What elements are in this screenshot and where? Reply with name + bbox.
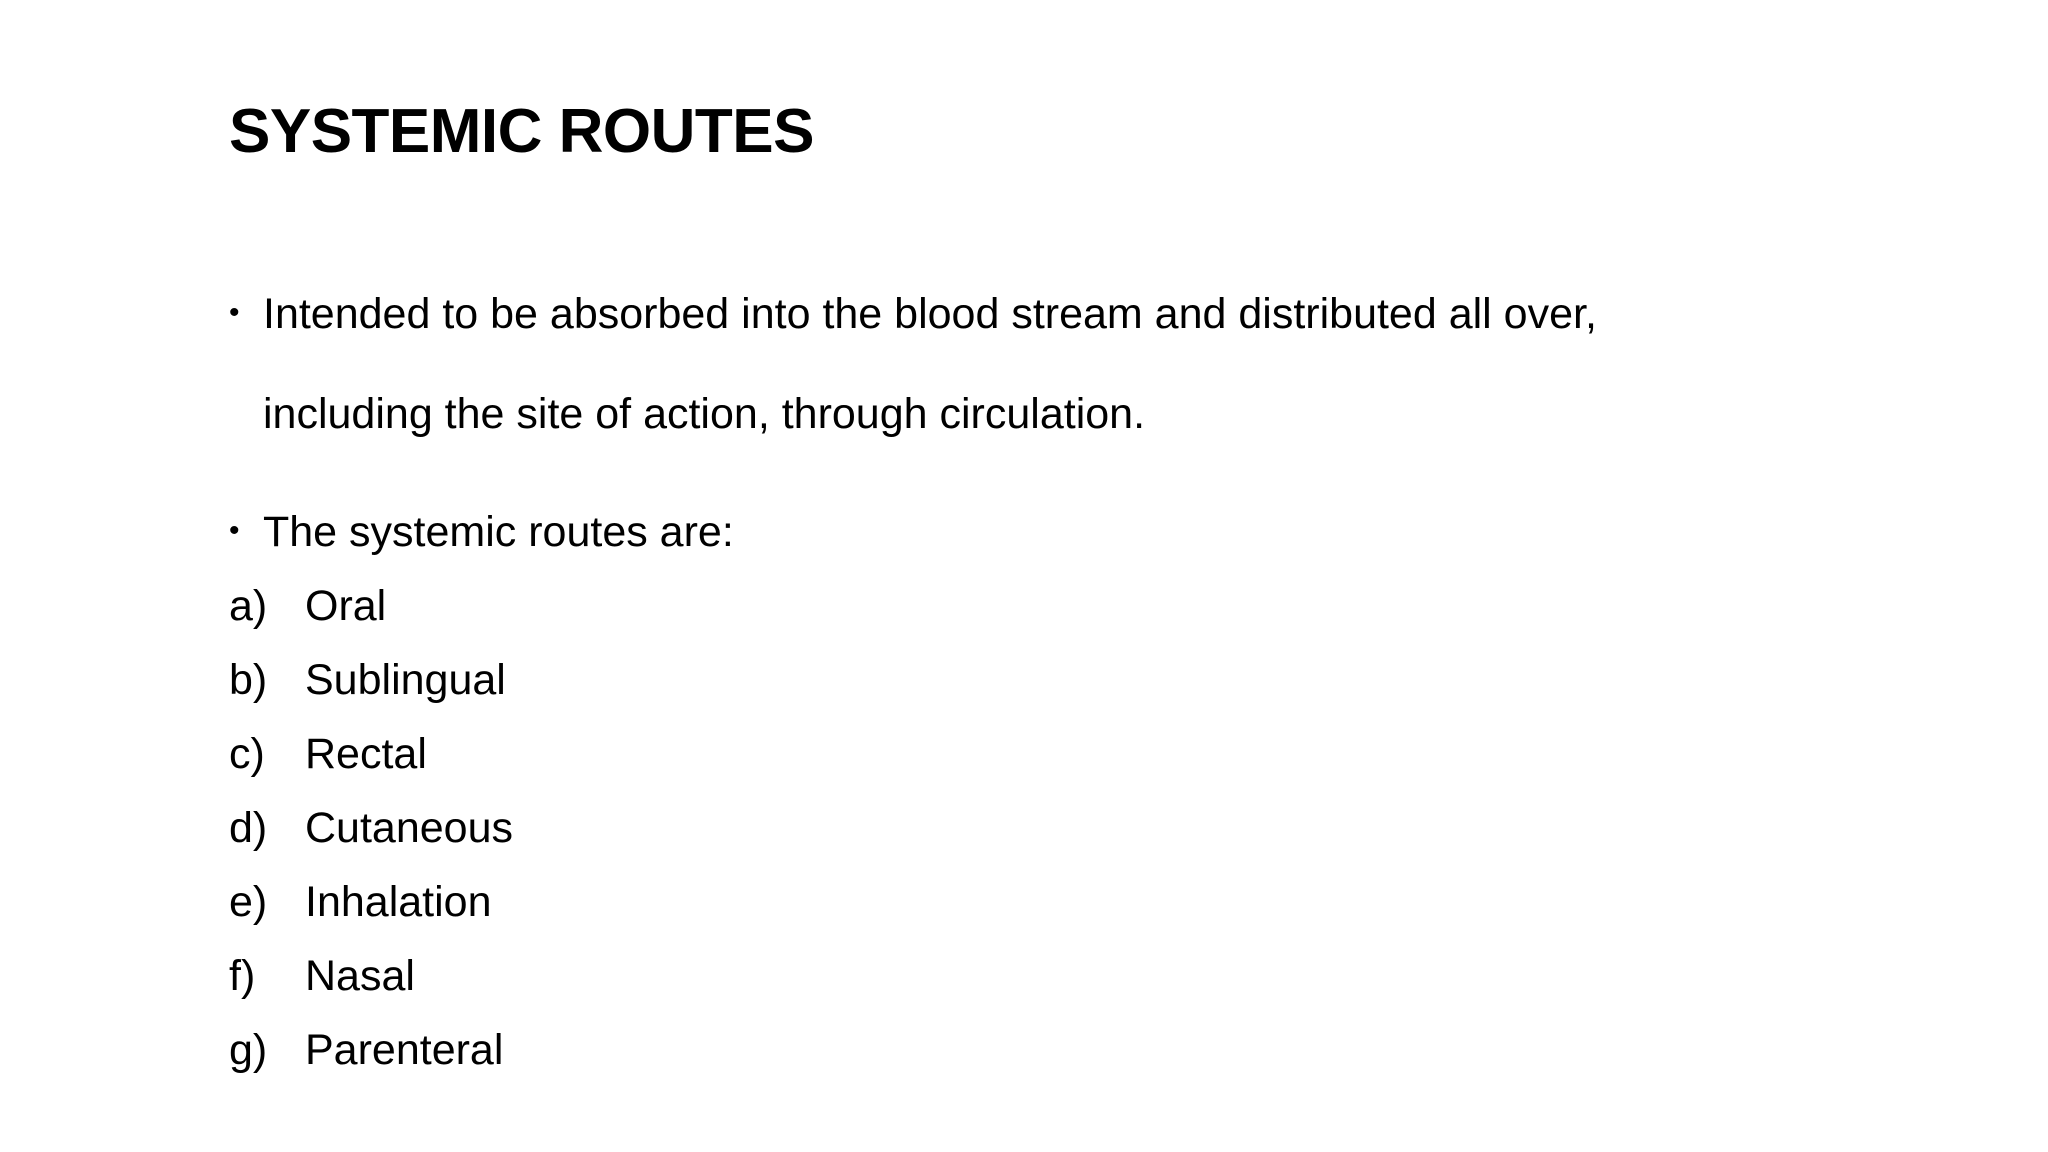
route-name: Cutaneous: [305, 804, 513, 852]
bullet-text-continued: including the site of action, through circulation.: [263, 390, 1146, 438]
route-letter: a): [229, 582, 268, 630]
route-letter: g): [229, 1026, 268, 1074]
route-letter: e): [229, 878, 268, 926]
route-name: Sublingual: [305, 656, 506, 704]
slide-title: SYSTEMIC ROUTES: [229, 97, 815, 166]
bullet-text: The systemic routes are:: [263, 508, 734, 556]
route-name: Inhalation: [305, 878, 492, 926]
route-name: Rectal: [305, 730, 427, 778]
bullet-text: Intended to be absorbed into the blood stream and distributed all over,: [263, 290, 1597, 338]
bullet-icon: •: [229, 514, 240, 547]
route-letter: b): [229, 656, 268, 704]
route-letter: c): [229, 730, 265, 778]
bullet-icon: •: [229, 296, 240, 329]
route-letter: f): [229, 952, 256, 1000]
route-name: Parenteral: [305, 1026, 504, 1074]
route-name: Nasal: [305, 952, 415, 1000]
route-name: Oral: [305, 582, 387, 630]
route-letter: d): [229, 804, 268, 852]
